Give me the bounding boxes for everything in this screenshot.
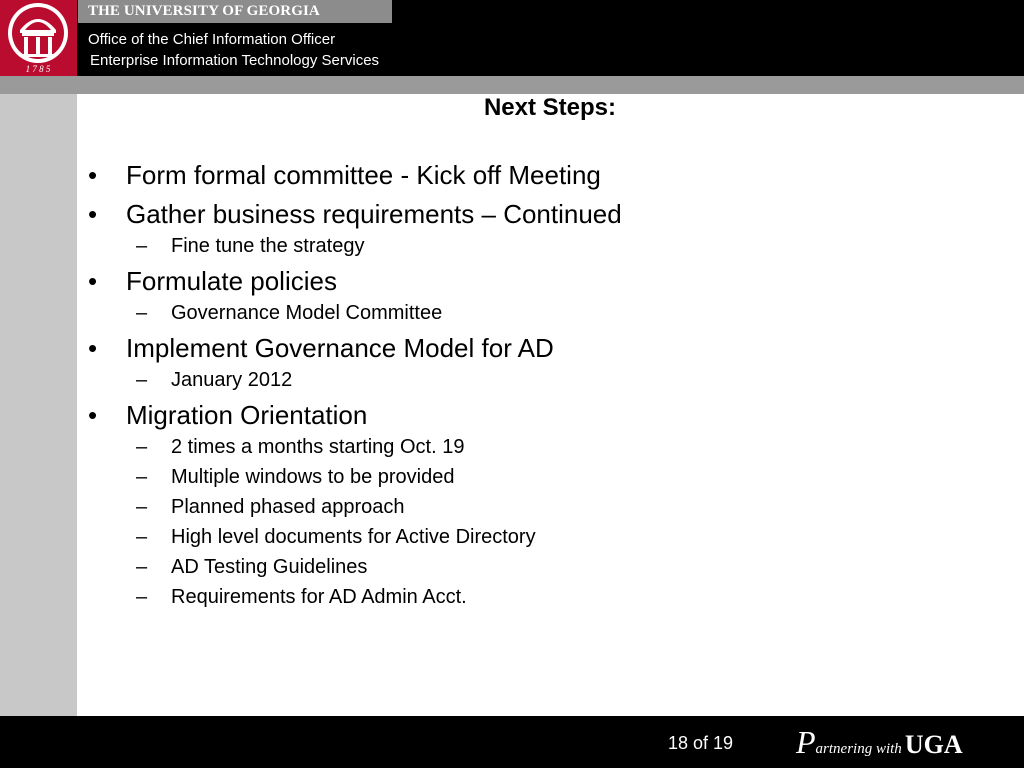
tagline-text: artnering with	[815, 741, 902, 757]
logo-year: 1 7 8 5	[25, 64, 51, 74]
arch-icon	[0, 0, 77, 76]
university-name: THE UNIVERSITY OF GEORGIA	[88, 3, 320, 19]
bullet-text: Gather business requirements – Continued	[126, 199, 622, 229]
sub-bullet-text: Planned phased approach	[171, 496, 405, 518]
sub-bullet-marker: –	[136, 369, 148, 391]
bullet-item	[88, 333, 988, 364]
tagline-initial: P	[796, 724, 816, 760]
bullet-text: Migration Orientation	[126, 400, 368, 430]
sub-bullet-marker: –	[136, 436, 148, 458]
sub-bullet-marker: –	[136, 586, 148, 608]
sub-bullet-text: January 2012	[171, 369, 293, 391]
sub-bullet-marker: –	[136, 556, 148, 578]
left-margin-strip	[0, 94, 77, 716]
sub-bullet-marker: –	[136, 526, 148, 548]
sub-bullet-item	[88, 302, 988, 325]
bullet-item	[88, 160, 988, 191]
sub-bullet-item	[88, 235, 988, 258]
sub-bullet-text: 2 times a months starting Oct. 19	[171, 436, 465, 458]
sub-bullet-item	[88, 369, 988, 392]
bullet-text: Formulate policies	[126, 266, 337, 296]
sub-bullet-text: Multiple windows to be provided	[171, 466, 455, 488]
bullet-marker: •	[88, 266, 98, 296]
sub-bullet-item	[88, 556, 988, 579]
bullet-item	[88, 400, 988, 431]
header-bar	[0, 0, 1024, 76]
sub-bullet-text: Requirements for AD Admin Acct.	[171, 586, 467, 608]
bullet-text: Form formal committee - Kick off Meeting	[126, 160, 601, 190]
sub-bullet-item	[88, 496, 988, 519]
sub-bullet-text: Governance Model Committee	[171, 302, 443, 324]
sub-bullet-text: High level documents for Active Directory	[171, 526, 536, 548]
header-divider-band	[0, 76, 1024, 94]
sub-bullet-item	[88, 466, 988, 489]
bullet-marker: •	[88, 333, 98, 363]
sub-bullet-marker: –	[136, 466, 148, 488]
sub-bullet-item	[88, 586, 988, 609]
bullet-marker: •	[88, 160, 98, 190]
tagline-brand: UGA	[904, 730, 963, 759]
bullet-text: Implement Governance Model for AD	[126, 333, 554, 363]
sub-bullet-item	[88, 526, 988, 549]
sub-bullet-marker: –	[136, 302, 148, 324]
sub-bullet-text: Fine tune the strategy	[171, 235, 365, 257]
bullet-item	[88, 199, 988, 230]
sub-bullet-text: AD Testing Guidelines	[171, 556, 368, 578]
bullet-marker: •	[88, 400, 98, 430]
partnering-with-uga-logo	[796, 724, 963, 760]
sub-bullet-marker: –	[136, 235, 148, 257]
bullet-list	[88, 160, 988, 609]
office-name: Office of the Chief Information Officer	[88, 31, 336, 48]
sub-bullet-marker: –	[136, 496, 148, 518]
department-name: Enterprise Information Technology Services	[90, 52, 380, 69]
uga-arch-logo	[0, 0, 77, 76]
slide-title: Next Steps:	[483, 94, 617, 121]
bullet-item	[88, 266, 988, 297]
bullet-marker: •	[88, 199, 98, 229]
page-number: 18 of 19	[668, 733, 734, 753]
sub-bullet-item	[88, 436, 988, 459]
